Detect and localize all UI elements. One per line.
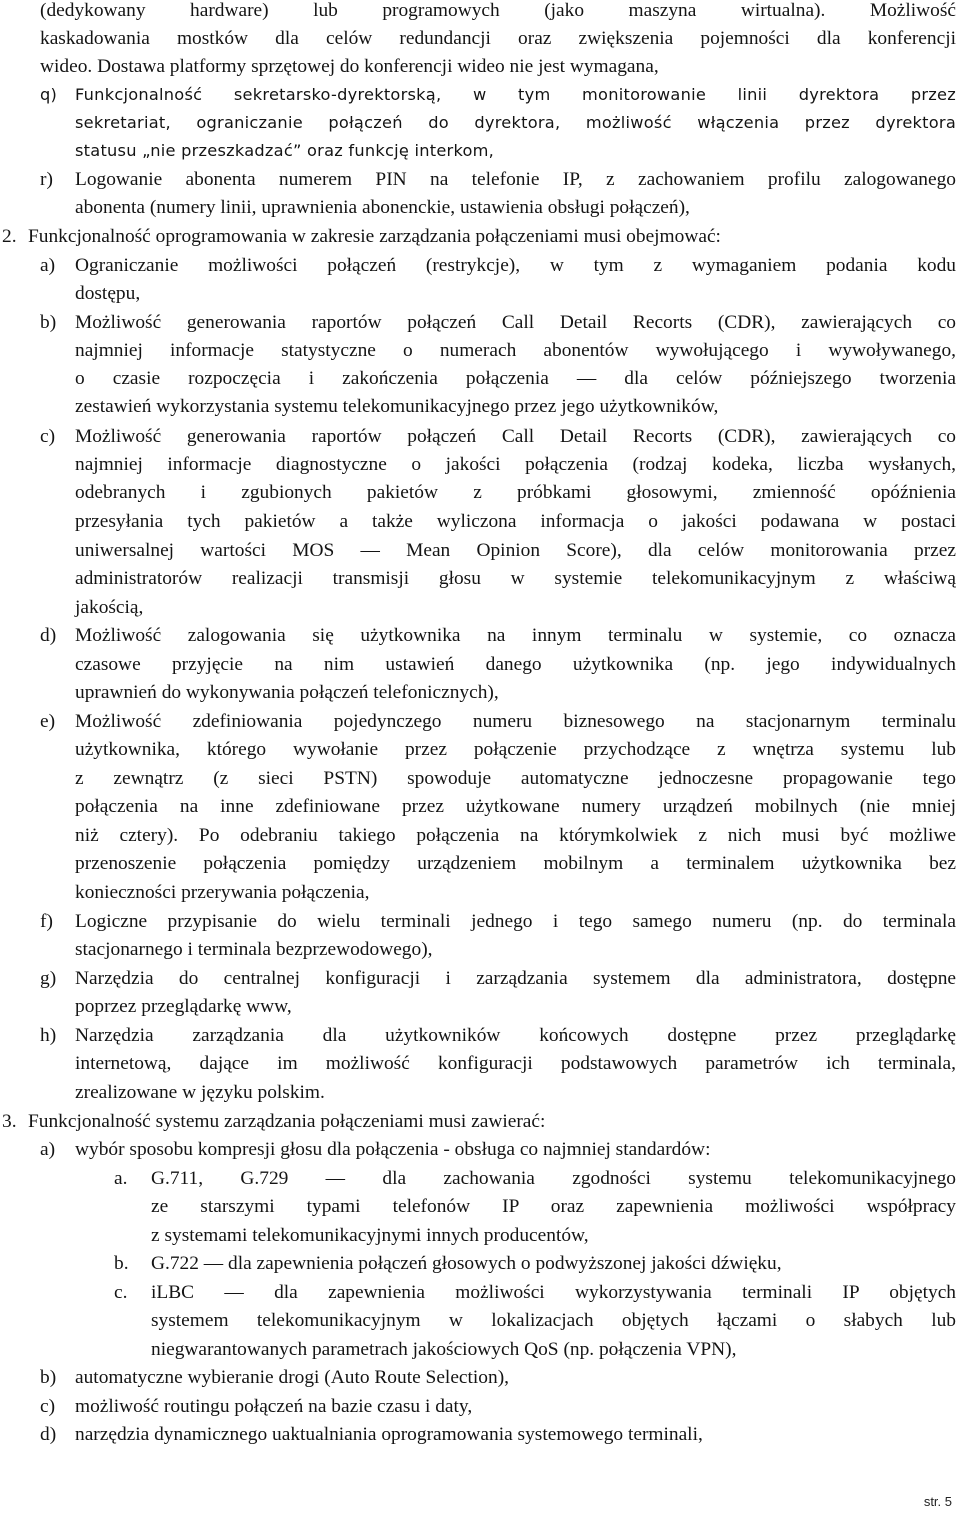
list-item-3c-text: możliwość routingu połączeń na bazie czasu i daty, xyxy=(75,1396,473,1417)
list-item-2h-line: zrealizowane w języku polskim. xyxy=(75,1082,325,1103)
list-item-2h-line: internetową, dające im możliwość konfiguracji podstawowych parametrów ich terminala, xyxy=(75,1053,956,1074)
list-item-2b-line: zestawień wykorzystania systemu telekomunikacyjnego przez jego użytkowników, xyxy=(75,396,719,417)
paragraph-line: wideo. Dostawa platformy sprzętowej do konferencji wideo nie jest wymagana, xyxy=(40,56,659,77)
list-label-2a: a) xyxy=(40,255,56,276)
list-label-2f: f) xyxy=(40,911,53,932)
list-item-2c-line: jakością, xyxy=(75,597,144,618)
list-item-2d-line: czasowe przyjęcie na nim ustawień danego użytkownika (np. jego indywidualnych xyxy=(75,654,956,675)
list-label-3b: b) xyxy=(40,1367,57,1388)
list-item-2c-line: administratorów realizacji transmisji głosu w systemie telekomunikacyjnym z właściwą xyxy=(75,568,956,589)
sublist-item-a-line: z systemami telekomunikacyjnymi innych producentów, xyxy=(151,1225,589,1246)
list-label-3c: c) xyxy=(40,1396,56,1417)
list-item-q-line: Funkcjonalność sekretarsko-dyrektorską, w tym monitorowanie linii dyrektora przez xyxy=(75,85,956,104)
sublist-item-c-line: systemem telekomunikacyjnym w lokalizacjach objętych łączami o słabych lub xyxy=(151,1310,956,1331)
list-label-2e: e) xyxy=(40,711,56,732)
sublist-item-c-line: iLBC — dla zapewnienia możliwości wykorzystywania terminali IP objętych xyxy=(151,1282,956,1303)
list-label-r: r) xyxy=(40,169,53,190)
sublist-item-c-line: niegwarantowanych parametrach jakościowych QoS (np. połączenia VPN), xyxy=(151,1339,737,1360)
section-3-heading: Funkcjonalność systemu zarządzania połączeniami musi zawierać: xyxy=(28,1111,546,1132)
list-item-r-line: Logowanie abonenta numerem PIN na telefonie IP, z zachowaniem profilu zalogowanego xyxy=(75,169,956,190)
list-item-2e-line: połączenia na inne zdefiniowane przez użytkowane numery urządzeń mobilnych (nie mniej xyxy=(75,796,956,817)
list-label-2b: b) xyxy=(40,312,57,333)
list-item-2f-line: stacjonarnego i terminala bezprzewodowego), xyxy=(75,939,433,960)
list-item-q-line: sekretariat, ograniczanie połączeń do dyrektora, możliwość włączenia przez dyrektora xyxy=(75,113,956,132)
list-label-2d: d) xyxy=(40,625,57,646)
list-label-3d: d) xyxy=(40,1424,57,1445)
sublist-item-a-line: ze starszymi typami telefonów IP oraz zapewnienia możliwości współpracy xyxy=(151,1196,956,1217)
list-item-2e-line: niż cztery). Po odebraniu takiego połączenia na którymkolwiek z nich musi być możliwe xyxy=(75,825,956,846)
list-item-3d-text: narzędzia dynamicznego uaktualniania oprogramowania systemowego terminali, xyxy=(75,1424,703,1445)
list-item-2g-line: Narzędzia do centralnej konfiguracji i zarządzania systemem dla administratora, dostępne xyxy=(75,968,956,989)
list-item-2c-line: Możliwość generowania raportów połączeń Call Detail Recorts (CDR), zawierających co xyxy=(75,426,956,447)
list-item-r-line: abonenta (numery linii, uprawnienia abonenckie, ustawienia obsługi połączeń), xyxy=(75,197,690,218)
list-label-q: q) xyxy=(40,85,58,104)
list-item-2a-line: dostępu, xyxy=(75,283,141,304)
list-item-2b-line: o czasie rozpoczęcia i zakończenia połączenia — dla celów późniejszego tworzenia xyxy=(75,368,956,389)
list-item-2e-line: z zewnątrz (z sieci PSTN) spowoduje automatyczne jednoczesne propagowanie tego xyxy=(75,768,956,789)
list-label-3a: a) xyxy=(40,1139,56,1160)
list-item-3b-text: automatyczne wybieranie drogi (Auto Route Selection), xyxy=(75,1367,509,1388)
list-item-2b-line: Możliwość generowania raportów połączeń Call Detail Recorts (CDR), zawierających co xyxy=(75,312,956,333)
list-item-2d-line: uprawnień do wykonywania połączeń telefonicznych), xyxy=(75,682,499,703)
page-number: str. 5 xyxy=(923,1494,952,1509)
list-item-3a-text: wybór sposobu kompresji głosu dla połączenia - obsługa co najmniej standardów: xyxy=(75,1139,711,1160)
sublist-label-a: a. xyxy=(114,1168,128,1189)
sublist-item-b-line: G.722 — dla zapewnienia połączeń głosowych o podwyższonej jakości dźwięku, xyxy=(151,1253,782,1274)
list-item-2e-line: użytkownika, którego wywołanie przez połączenie przychodzące z wnętrza systemu lub xyxy=(75,739,956,760)
list-item-2a-line: Ograniczanie możliwości połączeń (restrykcje), w tym z wymaganiem podania kodu xyxy=(75,255,956,276)
sublist-label-c: c. xyxy=(114,1282,128,1303)
sublist-label-b: b. xyxy=(114,1253,129,1274)
list-label-2h: h) xyxy=(40,1025,57,1046)
list-item-2c-line: najmniej informacje diagnostyczne o jakości połączenia (rodzaj kodeka, liczba wysłanych, xyxy=(75,454,956,475)
list-item-2g-line: poprzez przeglądarkę www, xyxy=(75,996,292,1017)
list-item-2e-line: konieczności przerywania połączenia, xyxy=(75,882,370,903)
list-item-2c-line: odebranych i zgubionych pakietów z próbkami głosowymi, zmienność opóźnienia xyxy=(75,482,956,503)
list-item-2e-line: Możliwość zdefiniowania pojedynczego numeru biznesowego na stacjonarnym terminalu xyxy=(75,711,956,732)
list-label-2g: g) xyxy=(40,968,57,989)
paragraph-line: kaskadowania mostków dla celów redundancji oraz zwiększenia pojemności dla konferencji xyxy=(40,28,956,49)
list-item-2b-line: najmniej informacje statystyczne o numerach abonentów wywołującego i wywoływanego, xyxy=(75,340,956,361)
list-label-2c: c) xyxy=(40,426,56,447)
list-item-2d-line: Możliwość zalogowania się użytkownika na innym terminalu w systemie, co oznacza xyxy=(75,625,956,646)
list-item-2f-line: Logiczne przypisanie do wielu terminali jednego i tego samego numeru (np. do terminala xyxy=(75,911,956,932)
section-number-3: 3. xyxy=(2,1111,17,1132)
section-2-heading: Funkcjonalność oprogramowania w zakresie zarządzania połączeniami musi obejmować: xyxy=(28,226,721,247)
section-number-2: 2. xyxy=(2,226,17,247)
list-item-2e-line: przenoszenie połączenia pomiędzy urządzeniem mobilnym a terminalem użytkownika bez xyxy=(75,853,956,874)
list-item-q-line: statusu „nie przeszkadzać” oraz funkcję interkom, xyxy=(75,141,495,160)
list-item-2h-line: Narzędzia zarządzania dla użytkowników końcowych dostępne przez przeglądarkę xyxy=(75,1025,956,1046)
list-item-2c-line: uniwersalnej wartości MOS — Mean Opinion Score), dla celów monitorowania przez xyxy=(75,540,956,561)
sublist-item-a-line: G.711, G.729 — dla zachowania zgodności systemu telekomunikacyjnego xyxy=(151,1168,956,1189)
paragraph-line: (dedykowany hardware) lub programowych (jako maszyna wirtualna). Możliwość xyxy=(40,0,956,21)
list-item-2c-line: przesyłania tych pakietów a także wyliczona informacja o jakości podawana w postaci xyxy=(75,511,956,532)
